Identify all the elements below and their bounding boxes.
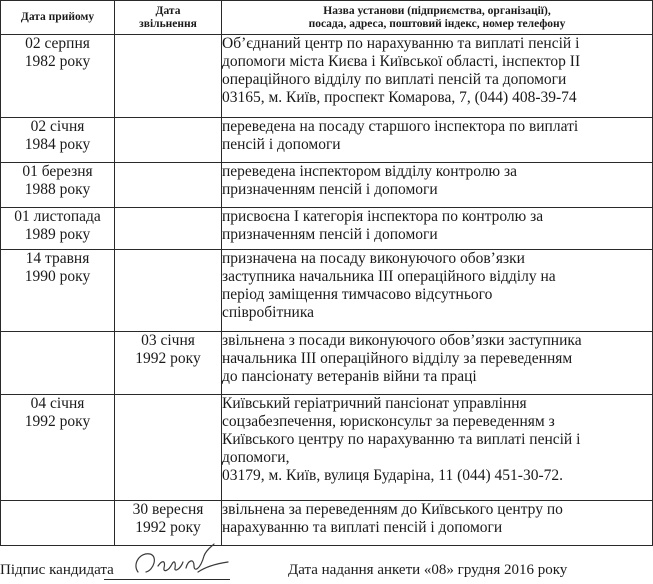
- institution-line: Київського центру по нарахуванню та виплаті пенсій і: [222, 431, 581, 448]
- dismissal-date-cell: [115, 163, 222, 208]
- institution-cell: [222, 395, 653, 501]
- table-row: [1, 501, 653, 546]
- dismissal-date-line: 1992 року: [135, 350, 201, 367]
- hire-date-line: 01 березня: [22, 163, 93, 180]
- header-hire-date: Дата прийому: [1, 1, 115, 35]
- table-body: [1, 35, 653, 546]
- signature-label: Підпис кандидата: [0, 562, 114, 578]
- dismissal-date-line: 30 вересня: [132, 501, 204, 518]
- institution-line: переведена інспектором відділу контролю за: [222, 163, 518, 180]
- institution-line: допомоги,: [222, 449, 290, 466]
- hire-date-line: 1982 року: [24, 53, 91, 70]
- header-institution: [222, 1, 653, 35]
- table-row: [1, 118, 653, 163]
- hire-date-cell: [1, 208, 115, 250]
- dismissal-date-cell: [115, 250, 222, 332]
- institution-line: звільнена з посади виконуючого обов’язки заступника: [222, 332, 582, 349]
- dismissal-date-cell: [115, 332, 222, 395]
- institution-line: нарахуванню та виплаті пенсій і допомоги: [222, 519, 503, 536]
- hire-date-line: 02 серпня: [25, 35, 90, 52]
- institution-line: співробітника: [222, 304, 315, 321]
- header-institution-line2: посада, адреса, поштовий індекс, номер телефону: [308, 17, 566, 30]
- institution-line: до пансіонату ветеранів війни та праці: [222, 368, 477, 385]
- hire-date-cell: [1, 332, 115, 395]
- institution-line: Об’єднаний центр по нарахуванню та виплаті пенсій і: [222, 35, 580, 52]
- hire-date-line: 01 листопада: [14, 208, 101, 225]
- handwritten-signature: [128, 542, 238, 584]
- hire-date-line: 04 січня: [30, 395, 85, 412]
- institution-line: заступника начальника ІІІ операційного відділу на: [222, 268, 556, 285]
- hire-date-line: 1990 року: [24, 268, 91, 285]
- hire-date-line: 14 травня: [25, 250, 90, 267]
- hire-date-cell: [1, 118, 115, 163]
- dismissal-date-cell: [115, 35, 222, 118]
- hire-date-cell: [1, 501, 115, 546]
- table-row: [1, 395, 653, 501]
- institution-cell: [222, 332, 653, 395]
- hire-date-line: 02 січня: [30, 118, 85, 135]
- institution-line: начальника ІІІ операційного відділу за переведенням: [222, 350, 573, 367]
- header-dismissal-line1: Дата: [155, 4, 181, 17]
- institution-line: пенсій і допомоги: [222, 136, 341, 153]
- dismissal-date-cell: [115, 118, 222, 163]
- hire-date-line: 1988 року: [24, 181, 91, 198]
- institution-line: 03165, м. Київ, проспект Комарова, 7, (044) 408-39-74: [222, 89, 577, 106]
- table-row: [1, 208, 653, 250]
- hire-date-line: 1992 року: [24, 413, 91, 430]
- institution-cell: [222, 208, 653, 250]
- institution-line: операційного відділу по виплаті пенсій та допомоги: [222, 71, 567, 88]
- institution-cell: [222, 35, 653, 118]
- institution-line: соцзабезпечення, юрисконсульт за переведенням з: [222, 413, 555, 430]
- hire-date-cell: [1, 395, 115, 501]
- table-row: [1, 163, 653, 208]
- institution-line: присвоєна І категорія інспектора по контролю за: [222, 208, 544, 225]
- institution-line: призначена на посаду виконуючого обов’язки: [222, 250, 525, 267]
- header-institution-line1: Назва установи (підприємства, організації),: [323, 4, 551, 17]
- institution-cell: [222, 163, 653, 208]
- hire-date-cell: [1, 250, 115, 332]
- institution-line: призначенням пенсій і допомоги: [222, 181, 438, 198]
- dismissal-date-cell: [115, 395, 222, 501]
- institution-line: Київський геріатричний пансіонат управління: [222, 395, 527, 412]
- dismissal-date-cell: [115, 501, 222, 546]
- questionnaire-date: Дата надання анкети «08» грудня 2016 року: [288, 562, 568, 578]
- institution-line: 03179, м. Київ, вулиця Бударіна, 11 (044) 451-30-72.: [222, 467, 563, 484]
- table-row: [1, 250, 653, 332]
- dismissal-date-line: 03 січня: [141, 332, 195, 349]
- institution-cell: [222, 250, 653, 332]
- hire-date-line: 1989 року: [24, 226, 91, 243]
- table-row: [1, 35, 653, 118]
- header-dismissal-date: [115, 1, 222, 35]
- table-header-row: [1, 1, 653, 35]
- institution-line: допомоги міста Києва і Київської області, інспектор ІІ: [222, 53, 581, 70]
- institution-line: період заміщення тимчасово відсутнього: [222, 286, 493, 303]
- hire-date-cell: [1, 35, 115, 118]
- header-dismissal-line2: звільнення: [139, 17, 197, 30]
- hire-date-cell: [1, 163, 115, 208]
- footer: [0, 552, 653, 584]
- institution-cell: [222, 501, 653, 546]
- dismissal-date-cell: [115, 208, 222, 250]
- institution-cell: [222, 118, 653, 163]
- dismissal-date-line: 1992 року: [135, 519, 201, 536]
- table-row: [1, 332, 653, 395]
- hire-date-line: 1984 року: [24, 136, 91, 153]
- institution-line: призначенням пенсій і допомоги: [222, 226, 438, 243]
- institution-line: звільнена за переведенням до Київського центру по: [222, 501, 563, 518]
- institution-line: переведена на посаду старшого інспектора по виплаті: [222, 118, 579, 135]
